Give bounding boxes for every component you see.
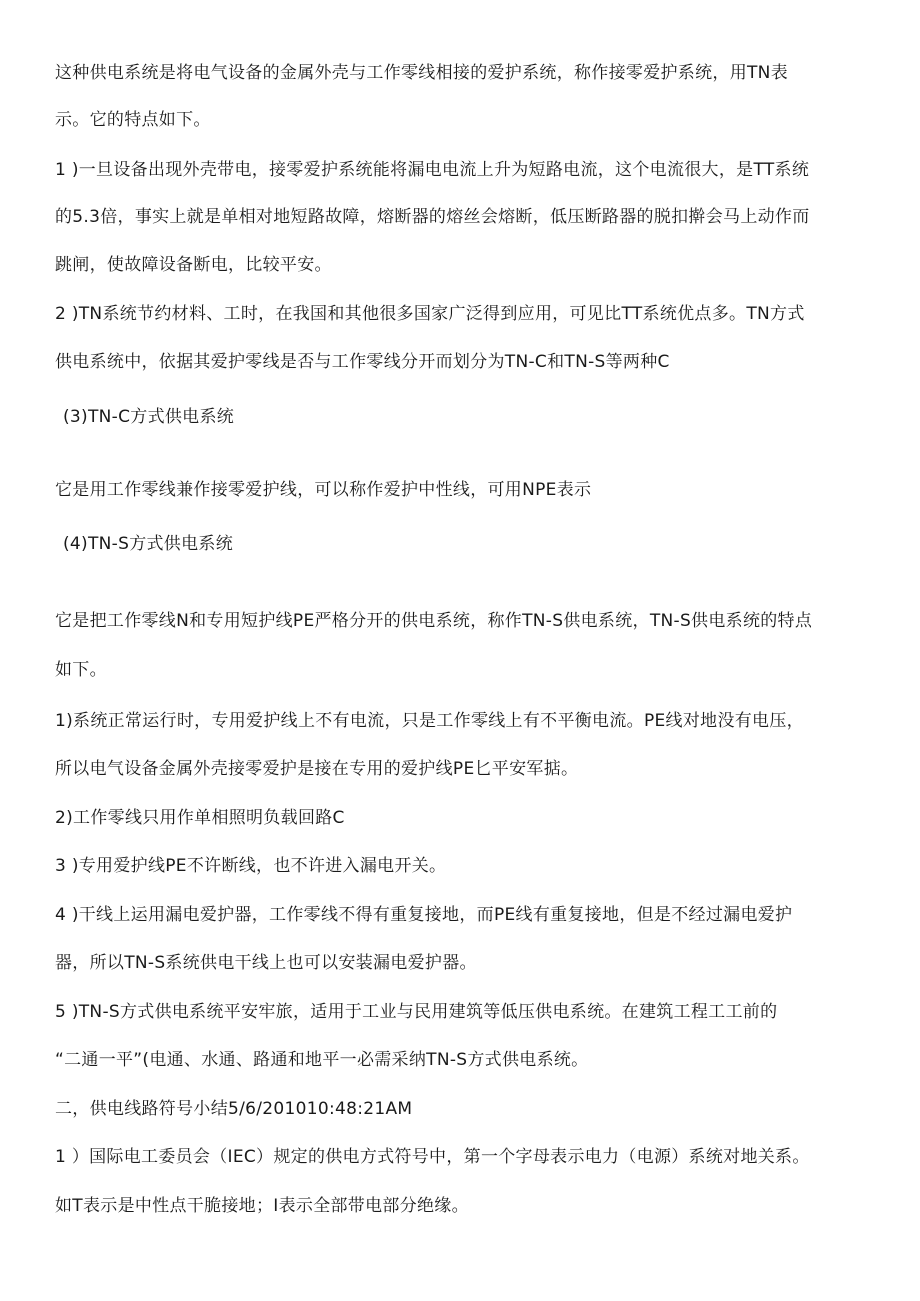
text-line: 如T表示是中性点干脆接地；I表示全部带电部分绝缘。 — [55, 1196, 469, 1216]
text-line: 3 )专用爱护线PE不许断线，也不许进入漏电开关。 — [55, 856, 447, 876]
text-line: 1)系统正常运行时，专用爱护线上不有电流，只是工作零线上有不平衡电流。PE线对地没有电压， — [55, 711, 804, 731]
text-line: 它是把工作零线N和专用短护线PE严格分开的供电系统，称作TN-S供电系统，TN-S供电系统的特点 — [55, 611, 813, 631]
text-line: 5 )TN-S方式供电系统平安牢旅，适用于工业与民用建筑等低压供电系统。在建筑工程工工前的 — [55, 1002, 778, 1022]
section-heading: (3)TN-C方式供电系统 — [63, 407, 235, 427]
section-heading: (4)TN-S方式供电系统 — [63, 534, 234, 554]
text-line: 1 )一旦设备出现外壳带电，接零爱护系统能将漏电电流上升为短路电流，这个电流很大，是TT系统 — [55, 160, 810, 180]
text-line: 器，所以TN-S系统供电干线上也可以安装漏电爱护器。 — [55, 953, 477, 973]
text-line: “二通一平”(电通、水通、路通和地平一必需采纳TN-S方式供电系统。 — [55, 1050, 589, 1070]
text-line: 4 )干线上运用漏电爱护器，工作零线不得有重复接地，而PE线有重复接地，但是不经过漏电爱护 — [55, 905, 793, 925]
section-heading: 二，供电线路符号小结5/6/201010:48:21AM — [55, 1099, 413, 1119]
text-line: 2)工作零线只用作单相照明负载回路C — [55, 808, 345, 828]
text-line: 1 ）国际电工委员会（IEC）规定的供电方式符号中，第一个字母表示电力（电源）系统对地关系。 — [55, 1147, 810, 1167]
text-line: 如下。 — [55, 660, 107, 680]
text-line: 这种供电系统是将电气设备的金属外壳与工作零线相接的爱护系统，称作接零爱护系统，用TN表 — [55, 63, 788, 83]
text-line: 所以电气设备金属外壳接零爱护是接在专用的爱护线PE匕平安军掂。 — [55, 759, 579, 779]
text-line: 示。它的特点如下。 — [55, 110, 211, 130]
text-line: 的5.3倍，事实上就是单相对地短路故障，熔断器的熔丝会熔断，低压断路器的脱扣擀会马上动作而 — [55, 207, 810, 227]
text-line: 它是用工作零线兼作接零爱护线，可以称作爱护中性线，可用NPE表示 — [55, 480, 592, 500]
text-line: 2 )TN系统节约材料、工时，在我国和其他很多国家广泛得到应用，可见比TT系统优点多。TN方式 — [55, 304, 805, 324]
text-line: 跳闸，使故障设备断电，比较平安。 — [55, 255, 332, 275]
text-line: 供电系统中，依据其爱护零线是否与工作零线分开而划分为TN-C和TN-S等两种C — [55, 352, 670, 372]
